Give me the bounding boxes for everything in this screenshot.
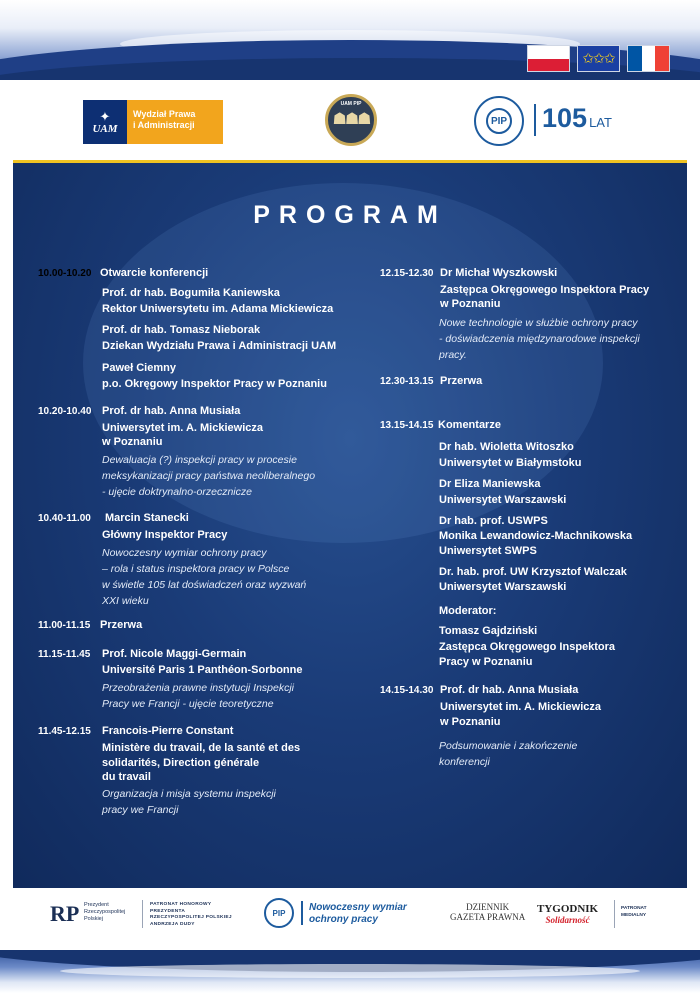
- divider: [301, 901, 303, 925]
- people-figures-icon: ☗☗☗: [332, 111, 370, 128]
- talk-topic: Podsumowanie i zakończenie: [439, 740, 578, 752]
- talk-topic: Nowe technologie w służbie ochrony pracy: [439, 317, 638, 329]
- patrons-strip: [0, 888, 700, 950]
- speaker-affiliation: w Poznaniu: [102, 436, 163, 448]
- president-logo: RP: [50, 901, 80, 926]
- event-title: Komentarze: [438, 419, 501, 431]
- talk-topic: Przeobrażenia prawne instytucji Inspekcji: [102, 682, 295, 694]
- talk-topic: XXI wieku: [102, 595, 149, 607]
- speaker-affiliation: Uniwersytet SWPS: [439, 545, 537, 557]
- speaker-affiliation: Uniwersytet im. A. Mickiewicza: [102, 422, 263, 434]
- time-slot: 12.15-12.30: [380, 268, 434, 279]
- faculty-label: Wydział Prawa i Administracji: [127, 100, 223, 144]
- talk-topic: Organizacja i misja systemu inspekcji: [102, 788, 276, 800]
- speaker-affiliation: Ministère du travail, de la santé et des: [102, 742, 301, 754]
- talk-topic: – rola i status inspektora pracy w Polsce: [102, 563, 290, 575]
- page-title: PROGRAM: [253, 201, 447, 229]
- time-slot: 10.20-10.40: [38, 406, 92, 417]
- president-label: Prezydent Rzeczypospolitej Polskiej: [84, 902, 126, 922]
- talk-topic: meksykanizacji pracy państwa neoliberalnego: [102, 470, 316, 482]
- event-title: Otwarcie konferencji: [100, 267, 209, 279]
- anniversary-mark: 105 LAT: [542, 103, 612, 133]
- speaker-affiliation: w Poznaniu: [440, 716, 501, 728]
- campaign-slogan: Nowoczesny wymiar ochrony pracy: [309, 902, 407, 925]
- speaker-affiliation: Dziekan Wydziału Prawa i Administracji UAM: [102, 340, 337, 352]
- speaker-affiliation: p.o. Okręgowy Inspektor Pracy w Poznaniu: [102, 378, 327, 390]
- divider: [142, 900, 143, 928]
- event-title: Prof. dr hab. Anna Musiała: [440, 684, 579, 696]
- event-title: Marcin Stanecki: [105, 512, 189, 524]
- logos-row: [0, 80, 700, 160]
- tygodnik-solidarnosc-logo: TYGODNIK Solidarność: [537, 903, 599, 925]
- speaker-name: Dr. hab. prof. UW Krzysztof Walczak: [439, 566, 627, 578]
- speaker-name: Dr Eliza Maniewska: [439, 478, 541, 490]
- time-slot: 10.00-10.20: [38, 268, 92, 279]
- bottom-banner: [0, 950, 700, 993]
- pip-campaign-logo: PIP: [264, 898, 294, 928]
- speaker-affiliation: Główny Inspektor Pracy: [102, 529, 228, 541]
- speaker-affiliation: du travail: [102, 771, 151, 783]
- uam-eagle-icon: ✦ UAM: [83, 100, 127, 144]
- talk-topic: Dewaluacja (?) inspekcji pracy w procesie: [102, 454, 297, 466]
- logo-divider: [534, 104, 536, 136]
- poland-flag-icon: [527, 45, 570, 72]
- speaker-name: Dr hab. prof. USWPS: [439, 515, 548, 527]
- media-patronage-label: PATRONAT MEDIALNY: [621, 906, 647, 918]
- talk-topic: - doświadczenia międzynarodowe inspekcji: [439, 333, 640, 345]
- time-slot: 13.15-14.15: [380, 420, 434, 431]
- speaker-affiliation: Pracy w Poznaniu: [439, 656, 533, 668]
- time-slot: 10.40-11.00: [38, 513, 91, 524]
- uam-pip-circle-logo: UAM PIP ☗☗☗: [325, 94, 377, 146]
- time-slot: 14.15-14.30: [380, 685, 434, 696]
- program-panel: [13, 160, 687, 888]
- time-slot: 11.00-11.15: [38, 620, 91, 631]
- event-title: Dr Michał Wyszkowski: [440, 267, 558, 279]
- pip-inspection-logo: PIP: [474, 96, 524, 146]
- divider: [614, 900, 615, 928]
- speaker-name: Prof. dr hab. Bogumiła Kaniewska: [102, 287, 280, 299]
- uam-faculty-logo: [83, 100, 223, 144]
- time-slot: 12.30-13.15: [380, 376, 434, 387]
- eu-flag-icon: ✩✩✩: [577, 45, 620, 72]
- event-title: Francois-Pierre Constant: [102, 725, 234, 737]
- speaker-affiliation: Uniwersytet im. A. Mickiewicza: [440, 701, 601, 713]
- talk-topic: Pracy we Francji - ujęcie teoretyczne: [102, 698, 274, 710]
- talk-topic: Nowoczesny wymiar ochrony pracy: [102, 547, 267, 559]
- speaker-name: Prof. dr hab. Tomasz Nieborak: [102, 324, 261, 336]
- talk-topic: - ujęcie doktrynalno-orzecznicze: [102, 486, 252, 498]
- honorary-patronage: PATRONAT HONOROWY PREZYDENTA RZECZYPOSPOLITEJ POLSKIEJ ANDRZEJA DUDY: [150, 902, 232, 927]
- speaker-affiliation: Zastępca Okręgowego Inspektora Pracy: [440, 284, 650, 296]
- speaker-affiliation: Uniwersytet Warszawski: [439, 581, 567, 593]
- speaker-affiliation: Université Paris 1 Panthéon-Sorbonne: [102, 664, 303, 676]
- speaker-affiliation: Uniwersytet w Białymstoku: [439, 457, 582, 469]
- speaker-name: Paweł Ciemny: [102, 362, 176, 374]
- speaker-affiliation: solidarités, Direction générale: [102, 757, 260, 769]
- speaker-affiliation: w Poznaniu: [440, 298, 501, 310]
- event-title: Przerwa: [440, 375, 483, 387]
- moderator-label: Moderator:: [439, 605, 497, 617]
- speaker-affiliation: Zastępca Okręgowego Inspektora: [439, 641, 616, 653]
- dziennik-gazeta-prawna-logo: DZIENNIK GAZETA PRAWNA: [450, 902, 526, 922]
- event-title: Prof. dr hab. Anna Musiała: [102, 405, 241, 417]
- time-slot: 11.45-12.15: [38, 726, 91, 737]
- france-flag-icon: [627, 45, 670, 72]
- event-title: Prof. Nicole Maggi-Germain: [102, 648, 247, 660]
- talk-topic: konferencji: [439, 756, 490, 768]
- speaker-name: Monika Lewandowicz-Machnikowska: [439, 530, 633, 542]
- speaker-name: Tomasz Gajdziński: [439, 625, 538, 637]
- talk-topic: pracy we Francji: [102, 804, 179, 816]
- time-slot: 11.15-11.45: [38, 649, 91, 660]
- talk-topic: w świetle 105 lat doświadczeń oraz wyzwań: [102, 579, 307, 591]
- event-title: Przerwa: [100, 619, 143, 631]
- speaker-name: Dr hab. Wioletta Witoszko: [439, 441, 574, 453]
- speaker-affiliation: Uniwersytet Warszawski: [439, 494, 567, 506]
- talk-topic: pracy.: [439, 349, 467, 361]
- speaker-affiliation: Rektor Uniwersytetu im. Adama Mickiewicza: [102, 303, 334, 315]
